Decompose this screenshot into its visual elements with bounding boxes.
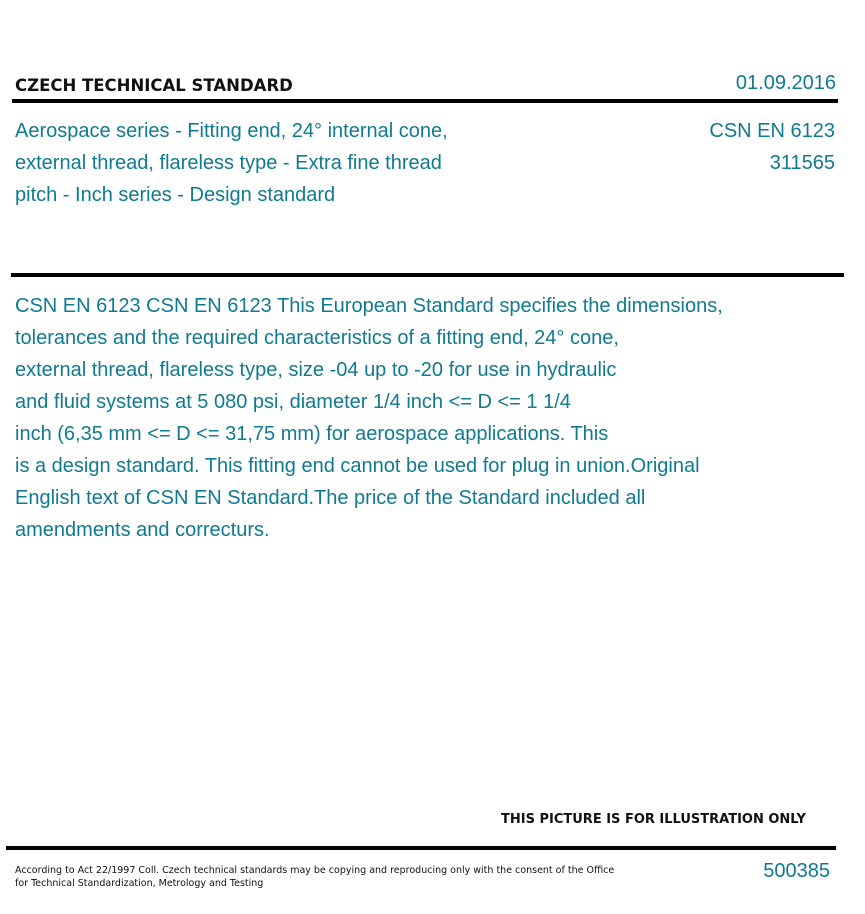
standard-title-line: pitch - Inch series - Design standard — [15, 184, 336, 206]
description-line: and fluid systems at 5 080 psi, diameter 1/4 inch <= D <= 1 1/4 — [15, 391, 571, 413]
description-line: amendments and correcturs. — [15, 519, 270, 541]
document-type-heading: CZECH TECHNICAL STANDARD — [15, 76, 293, 95]
publication-date: 01.09.2016 — [735, 72, 836, 94]
classification-number: 311565 — [769, 152, 835, 174]
description-line: is a design standard. This fitting end cannot be used for plug in union.Original — [15, 455, 700, 477]
standard-title — [15, 115, 535, 211]
description-line: external thread, flareless type, size -04 up to -20 for use in hydraulic — [15, 359, 617, 381]
standard-title-line: Aerospace series - Fitting end, 24° internal cone, — [15, 120, 448, 142]
copyright-notice-line: for Technical Standardization, Metrology and Testing — [15, 878, 264, 889]
footer-divider — [6, 846, 836, 850]
copyright-notice-line: According to Act 22/1997 Coll. Czech technical standards may be copying and reproducing only with the consent of the Office — [15, 865, 615, 876]
catalog-code: 500385 — [763, 860, 830, 882]
standard-title-line: external thread, flareless type - Extra fine thread — [15, 152, 442, 174]
description-line: inch (6,35 mm <= D <= 31,75 mm) for aerospace applications. This — [15, 423, 609, 445]
description-line: CSN EN 6123 CSN EN 6123 This European Standard specifies the dimensions, — [15, 295, 723, 317]
copyright-notice — [15, 864, 614, 890]
section-divider — [11, 273, 844, 277]
header-divider — [12, 99, 838, 103]
standard-number: CSN EN 6123 — [709, 120, 835, 142]
description-line: tolerances and the required characteristics of a fitting end, 24° cone, — [15, 327, 619, 349]
standard-description — [15, 290, 855, 546]
illustration-disclaimer: THIS PICTURE IS FOR ILLUSTRATION ONLY — [501, 812, 806, 827]
description-line: English text of CSN EN Standard.The price of the Standard included all — [15, 487, 646, 509]
